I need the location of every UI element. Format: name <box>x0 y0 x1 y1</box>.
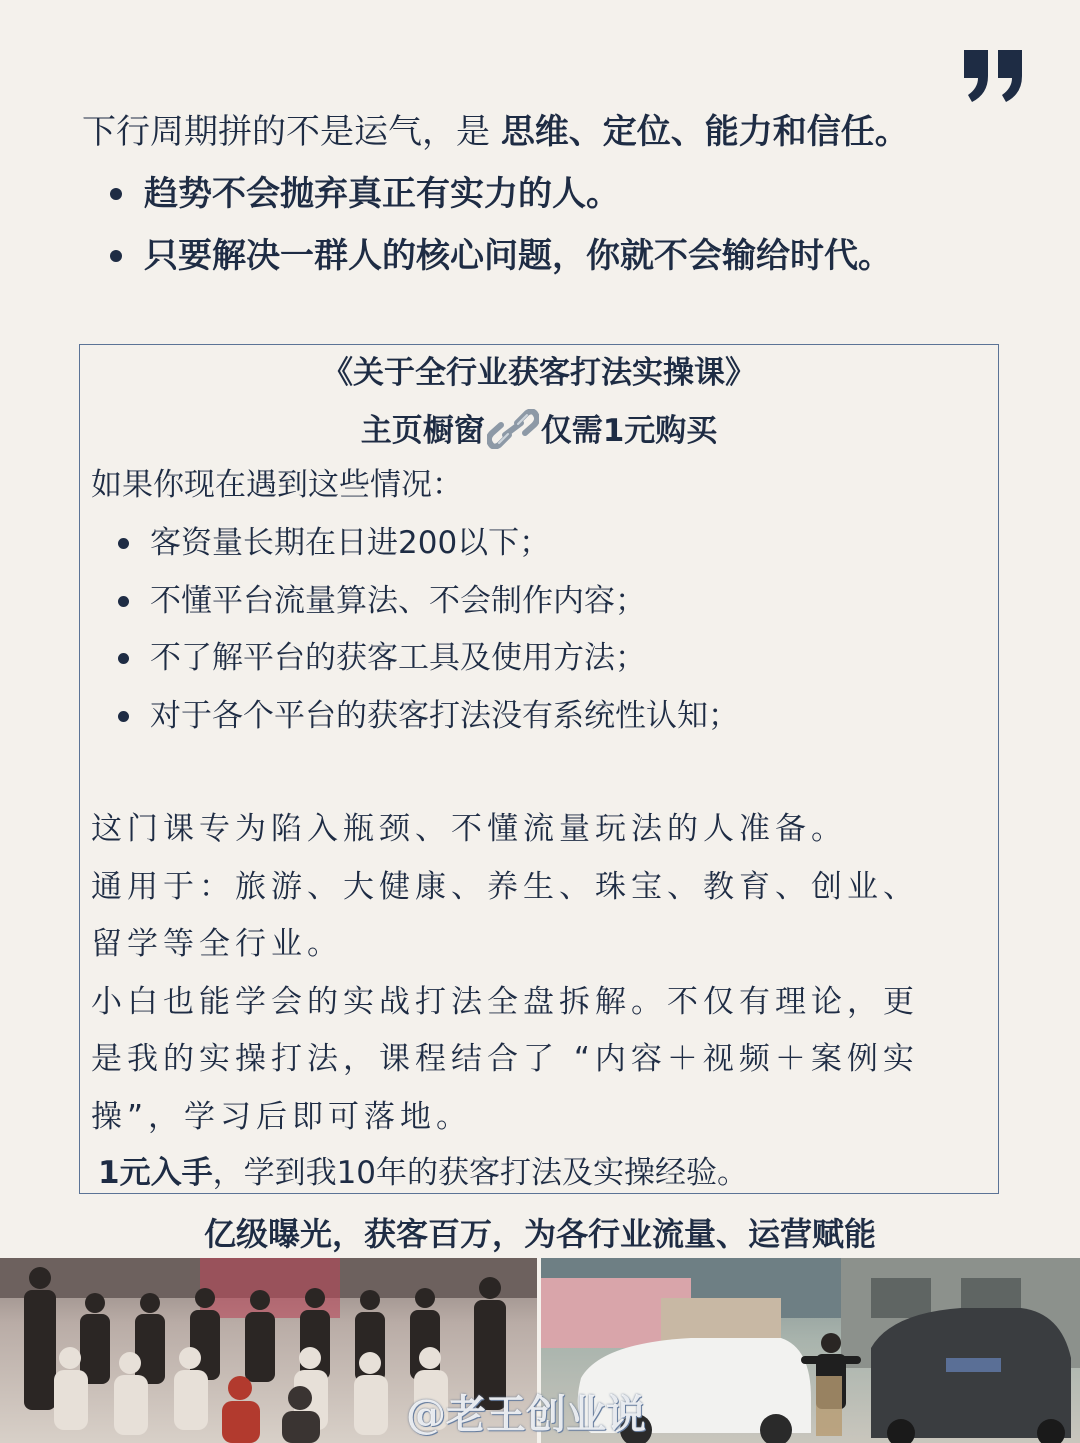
situation-item: 客资量长期在日进200以下； <box>114 523 739 581</box>
intro-line <box>82 110 909 154</box>
situation-item: 对于各个平台的获客打法没有系统性认知； <box>114 696 739 754</box>
slogan: 亿级曝光，获客百万，为各行业流量、运营赋能 <box>203 1215 876 1253</box>
description-line: 留学等全行业。 <box>91 926 343 962</box>
top-bullet-list <box>106 172 892 296</box>
link-icon <box>487 409 539 449</box>
intro-emphasis: 思维、定位、能力和信任。 <box>500 112 909 152</box>
price-line <box>98 1153 748 1193</box>
description-line: 这门课专为陷入瓶颈、不懂流量玩法的人准备。 <box>91 811 847 847</box>
course-purchase-line <box>80 409 998 451</box>
course-info-box <box>79 344 999 1194</box>
description-line: 通用于：旅游、大健康、养生、珠宝、教育、创业、 <box>91 868 919 905</box>
purchase-suffix: 仅需1元购买 <box>540 413 718 449</box>
situation-intro: 如果你现在遇到这些情况： <box>91 467 463 503</box>
course-description <box>91 801 991 1146</box>
course-title: 《关于全行业获客打法实操课》 <box>322 355 756 391</box>
description-line: 是我的实操打法，课程结合了 “内容＋视频＋案例实 <box>91 1041 919 1077</box>
description-line: 操”，学习后即可落地。 <box>91 1098 473 1135</box>
description-line: 小白也能学会的实战打法全盘拆解。不仅有理论，更 <box>91 983 919 1020</box>
top-bullet-item: 只要解决一群人的核心问题，你就不会输给时代。 <box>106 234 892 296</box>
intro-prefix: 下行周期拼的不是运气，是 <box>82 112 501 152</box>
closing-quote-icon <box>962 50 1026 102</box>
top-bullet-item: 趋势不会抛弃真正有实力的人。 <box>106 172 892 234</box>
situation-list <box>114 523 739 753</box>
price-emphasis: 1元入手 <box>98 1155 213 1191</box>
purchase-prefix: 主页橱窗 <box>360 413 485 449</box>
situation-item: 不懂平台流量算法、不会制作内容； <box>114 581 739 639</box>
price-rest: ，学到我10年的获客打法及实操经验。 <box>212 1155 749 1191</box>
situation-item: 不了解平台的获客工具及使用方法； <box>114 638 739 696</box>
watermark: @老王创业说 <box>406 1391 646 1438</box>
